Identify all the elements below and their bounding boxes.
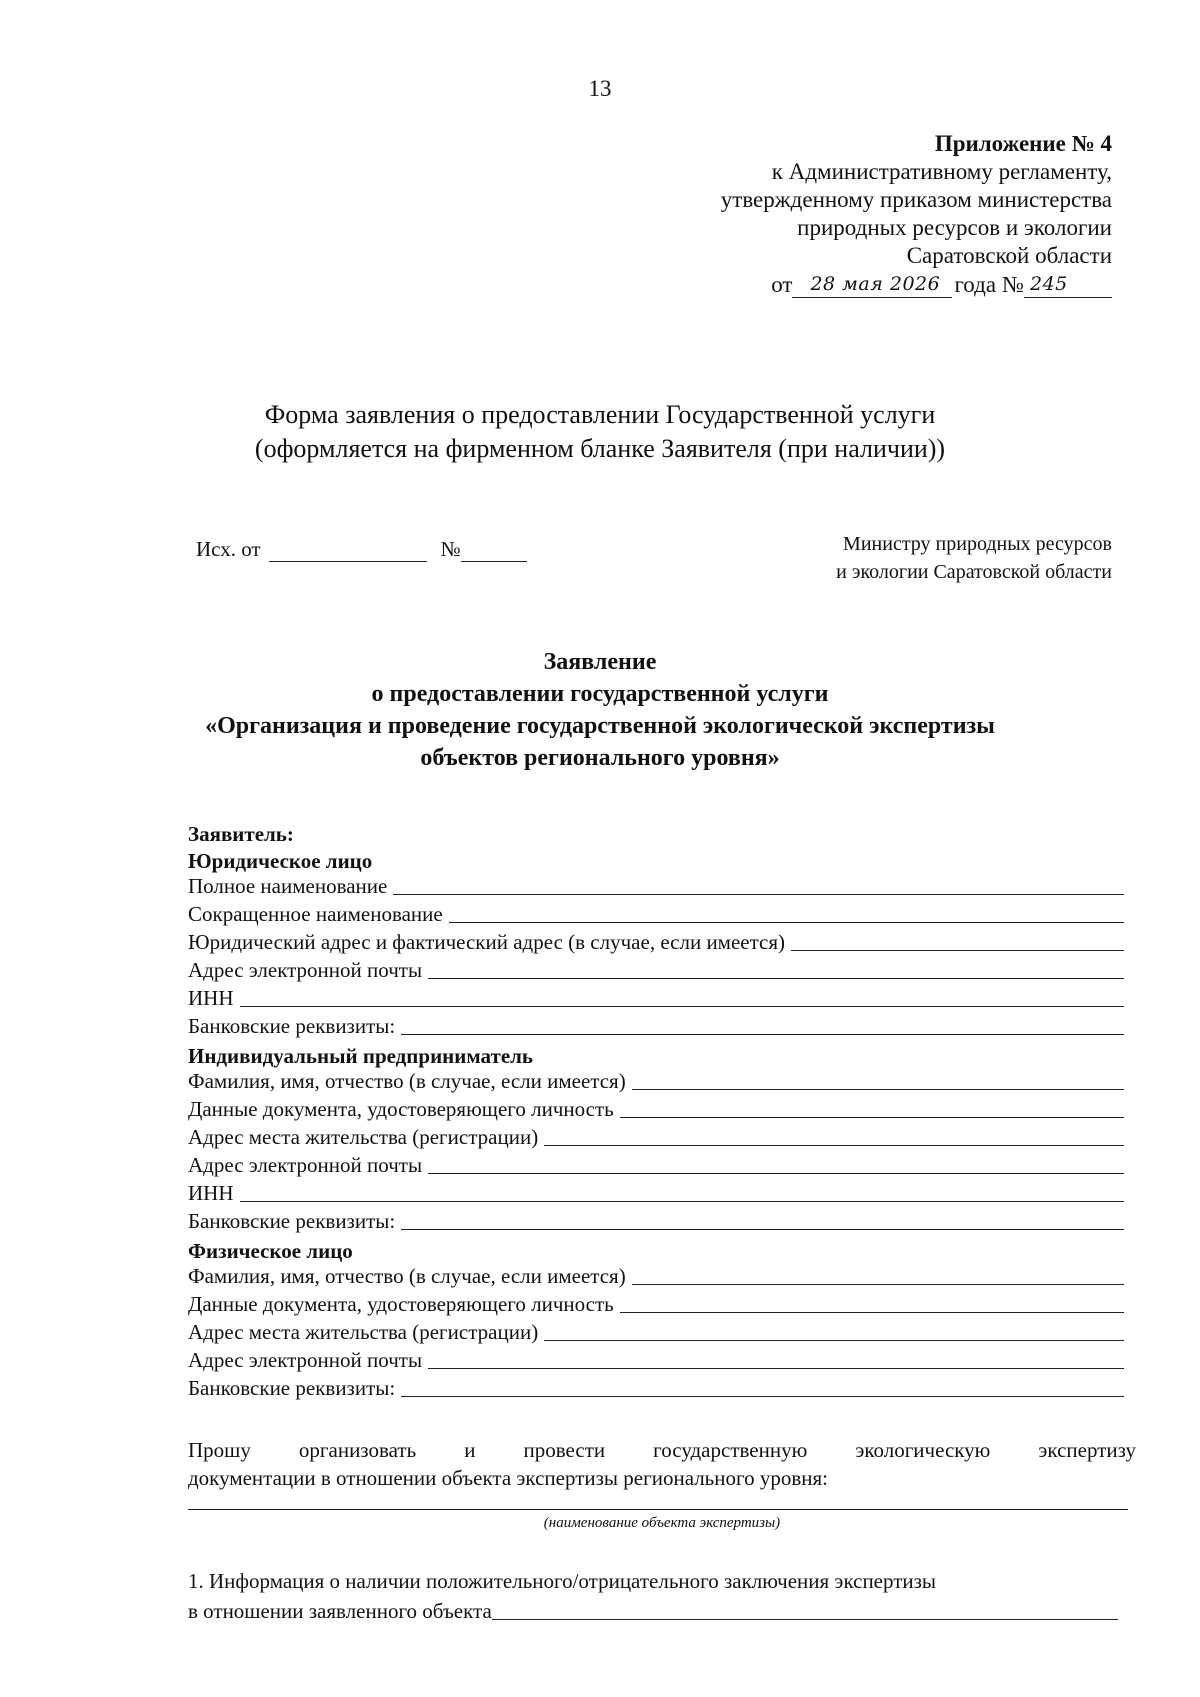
form-field-row <box>188 985 1124 1011</box>
object-name-caption: (наименование объекта экспертизы) <box>543 1515 781 1531</box>
statement-title <box>0 646 1200 774</box>
addressee-line: Министру природных ресурсов <box>843 533 1112 555</box>
item1-row <box>188 1598 1118 1624</box>
field-blank[interactable] <box>620 1312 1124 1313</box>
field-label: Данные документа, удостоверяющего личность <box>188 1097 614 1121</box>
appendix-block <box>721 130 1112 270</box>
number-prefix: № <box>1002 272 1024 297</box>
outgoing-label: Исх. от <box>196 537 261 561</box>
form-field-row <box>188 1152 1124 1178</box>
form-field-row <box>188 1124 1124 1150</box>
appendix-title: Приложение № 4 <box>934 131 1112 156</box>
appendix-line: утвержденному приказом министерства <box>720 187 1112 212</box>
handwritten-number: 245 <box>1024 273 1112 298</box>
item1-blank[interactable] <box>492 1619 1118 1620</box>
form-title <box>0 398 1200 466</box>
field-label: Адрес электронной почты <box>188 1348 423 1372</box>
outgoing-ref <box>196 537 527 562</box>
applicant-heading: Заявитель: <box>188 822 294 846</box>
field-label: Адрес места жительства (регистрации) <box>188 1125 539 1149</box>
field-label: ИНН <box>188 986 234 1010</box>
section-heading-natural-person: Физическое лицо <box>188 1239 353 1263</box>
field-label: Адрес электронной почты <box>188 1153 423 1177</box>
outgoing-date-blank[interactable] <box>269 541 427 562</box>
field-blank[interactable] <box>428 1368 1124 1369</box>
form-field-row <box>188 901 1124 927</box>
field-blank[interactable] <box>401 1034 1124 1035</box>
field-label: Адрес электронной почты <box>188 958 423 982</box>
form-field-row <box>188 929 1124 955</box>
form-field-row <box>188 1096 1124 1122</box>
field-label: Банковские реквизиты: <box>188 1014 396 1038</box>
field-blank[interactable] <box>632 1089 1124 1090</box>
field-blank[interactable] <box>620 1117 1124 1118</box>
statement-title-line: «Организация и проведение государственной экологической экспертизы <box>205 713 995 739</box>
section-heading-legal-entity: Юридическое лицо <box>188 849 373 873</box>
field-label: Адрес места жительства (регистрации) <box>188 1320 539 1344</box>
field-label: Данные документа, удостоверяющего личность <box>188 1292 614 1316</box>
field-label: Фамилия, имя, отчество (в случае, если имеется) <box>188 1069 626 1093</box>
appendix-line: природных ресурсов и экологии <box>797 215 1112 240</box>
field-label: Юридический адрес и фактический адрес (в случае, если имеется) <box>188 930 786 954</box>
field-blank[interactable] <box>401 1229 1124 1230</box>
item1-text-line2: в отношении заявленного объекта <box>188 1599 492 1623</box>
item1-text-line1: 1. Информация о наличии положительного/отрицательного заключения экспертизы <box>188 1569 937 1593</box>
form-field-row <box>188 957 1124 983</box>
form-field-row <box>188 1068 1124 1094</box>
page-number: 13 <box>588 76 612 101</box>
appendix-line: Саратовской области <box>906 243 1112 268</box>
statement-title-line: о предоставлении государственной услуги <box>371 681 829 707</box>
field-label: ИНН <box>188 1181 234 1205</box>
form-field-row <box>188 1180 1124 1206</box>
outgoing-number-label: № <box>440 537 461 561</box>
outgoing-number-blank[interactable] <box>461 541 527 562</box>
form-title-line: Форма заявления о предоставлении Государственной услуги <box>264 400 936 429</box>
year-word: года <box>954 272 997 297</box>
field-blank[interactable] <box>428 978 1124 979</box>
section-heading-entrepreneur: Индивидуальный предприниматель <box>188 1044 534 1068</box>
form-field-row <box>188 1263 1124 1289</box>
field-blank[interactable] <box>544 1340 1124 1341</box>
addressee <box>836 530 1112 586</box>
form-field-row <box>188 1319 1124 1345</box>
field-blank[interactable] <box>791 950 1124 951</box>
form-field-row <box>188 1375 1124 1401</box>
field-blank[interactable] <box>449 922 1124 923</box>
field-blank[interactable] <box>393 894 1124 895</box>
field-blank[interactable] <box>240 1201 1125 1202</box>
field-label: Сокращенное наименование <box>188 902 443 926</box>
field-label: Полное наименование <box>188 874 388 898</box>
date-prefix: от <box>771 272 793 297</box>
statement-title-line: объектов регионального уровня» <box>420 745 780 771</box>
form-field-row <box>188 873 1124 899</box>
form-field-row <box>188 1291 1124 1317</box>
field-blank[interactable] <box>401 1396 1124 1397</box>
request-text-line2: документации в отношении объекта экспертизы регионального уровня: <box>188 1466 828 1490</box>
appendix-line: к Административному регламенту, <box>771 159 1112 184</box>
addressee-line: и экологии Саратовской области <box>836 561 1112 583</box>
handwritten-date: 28 мая 2026 <box>792 273 952 298</box>
field-label: Фамилия, имя, отчество (в случае, если имеется) <box>188 1264 626 1288</box>
field-blank[interactable] <box>428 1173 1124 1174</box>
form-field-row <box>188 1347 1124 1373</box>
form-title-line: (оформляется на фирменном бланке Заявителя (при наличии)) <box>254 434 946 463</box>
field-label: Банковские реквизиты: <box>188 1209 396 1233</box>
field-blank[interactable] <box>632 1284 1124 1285</box>
field-blank[interactable] <box>240 1006 1125 1007</box>
order-date-line <box>771 272 1112 298</box>
object-name-blank[interactable] <box>188 1509 1128 1510</box>
field-blank[interactable] <box>544 1145 1124 1146</box>
request-text-line1: Прошу организовать и провести государственную экологическую экспертизу <box>188 1438 1136 1462</box>
form-field-row <box>188 1013 1124 1039</box>
field-label: Банковские реквизиты: <box>188 1376 396 1400</box>
form-field-row <box>188 1208 1124 1234</box>
statement-title-line: Заявление <box>543 649 657 675</box>
